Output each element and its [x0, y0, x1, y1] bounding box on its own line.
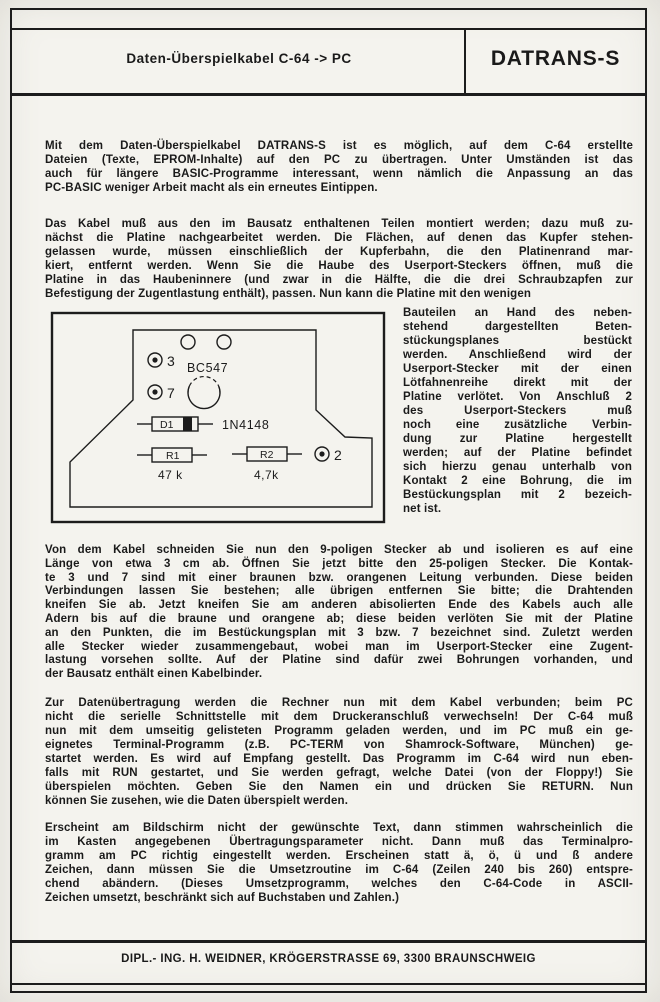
text-line: te 3 und 7 sind mit einer braunen bzw. orangenen Leitung verbunden. Diese beiden: [45, 571, 633, 584]
text-line: im Kasten angegebenen Übertragungsparameter nicht. Dann muß das Terminalpro-: [45, 836, 633, 848]
text-line: falls mit RUN gestartet, und Sie werden gefragt, welche Datei (von der Floppy!) Sie: [45, 767, 633, 779]
text-line: an den Punkten, die im Bestückungsplan mit 3 bzw. 7 bezeichnet sind. Zuletzt werden: [45, 626, 633, 639]
text-line: Platine in das Haubeninnere (und zwar in die Hälfte, die die drei Schraubzapfen zur: [45, 274, 633, 286]
text-line: nun mit dem umseitig gelisteten Programm geladen werden, und im PC muß ein ge-: [45, 725, 633, 737]
r1-label: R1: [166, 450, 180, 462]
text-line: werden. Anschließend wird der: [403, 349, 632, 361]
paragraph-troubleshooting: [45, 821, 633, 905]
r2-value: 4,7k: [254, 468, 279, 482]
footer-bottom-rule: [10, 983, 647, 985]
text-line: Userport-Stecker mit der einen: [403, 363, 632, 375]
text-line: Bauteilen an Hand des neben-: [403, 307, 632, 319]
text-line: lastung vorsehen sollte. Auf der Platine sind dafür zwei Bohrungen vorhanden, und: [45, 654, 633, 667]
text-line: gelassen wurde, müssen einschließlich der Kupferbahn, die den Platinenrand mar-: [45, 246, 633, 258]
pcb-outline: [70, 330, 372, 507]
text-line: Zeichen umsetzt, beschränkt sich auf Buchstaben und Zahlen.): [45, 892, 400, 904]
document-title: Daten-Überspielkabel C-64 -> PC: [126, 51, 352, 66]
text-line: stehend dargestellten Beten-: [403, 321, 632, 333]
pad-7-label: 7: [167, 385, 175, 401]
r1-value: 47 k: [158, 468, 183, 482]
mounting-hole-left: [181, 335, 195, 349]
pad-7-dot: [152, 389, 157, 394]
text-line: startet werden. Es wird auf Empfang gestellt. Das Programm im C-64 wird nun eben-: [45, 753, 633, 765]
text-line: PC-BASIC weniger Arbeit macht als ein erneutes Eintippen.: [45, 182, 378, 194]
text-line: kneifen Sie ab. Jetzt kneifen Sie am anderen abisolierten Ende des Kabels auch alle: [45, 599, 633, 612]
pad-2-label: 2: [334, 447, 342, 463]
text-line: gramm am PC richtig eingestellt werden. Erscheinen statt ä, ö, ü und ß andere: [45, 850, 633, 862]
paragraph-side-column: [403, 306, 632, 516]
text-line: Verbindungen lassen Sie bestehen; alle übrigen entfernen Sie bitte; die Drahtenden: [45, 585, 633, 598]
text-line: der Bausatz enthält einen Kabelbinder.: [45, 668, 263, 681]
paragraph-transfer: [45, 696, 633, 808]
text-line: kiert, entfernt werden. Wenn Sie die Haube des Userport-Steckers öffnen, muß die: [45, 260, 633, 272]
text-line: alle Stecker wieder zusammengebaut, wobei man im Userport-Stecker eine Zugent-: [45, 640, 633, 653]
text-line: Von dem Kabel schneiden Sie nun den 9-poligen Stecker ab und isolieren es auf eine: [45, 544, 633, 556]
diode-cathode-band: [183, 417, 192, 431]
mounting-hole-right: [217, 335, 231, 349]
text-line: Mit dem Daten-Überspielkabel DATRANS-S ist es möglich, auf dem C-64 erstellte: [45, 140, 633, 152]
paragraph-cable: [45, 544, 633, 682]
text-line: Lötfahnenreihe direkt mit der: [403, 377, 632, 389]
text-line: net ist.: [403, 503, 442, 515]
text-line: des Userport-Steckers muß: [403, 405, 632, 417]
footer-top-rule: [10, 940, 647, 943]
footer-address: DIPL.- ING. H. WEIDNER, KRÖGERSTRASSE 69, 3300 BRAUNSCHWEIG: [121, 953, 536, 965]
text-line: werden; auf der Platine befindet: [403, 447, 632, 459]
paragraph-assembly: [45, 217, 633, 301]
text-line: sich hierzu genau unterhalb von: [403, 461, 632, 473]
text-line: chend abändern. (Dieses Umsetzprogramm, welches den C-64-Code in ASCII-: [45, 878, 633, 890]
pad-3-dot: [152, 357, 157, 362]
component-placement-diagram: [50, 311, 386, 524]
transistor-body: [188, 386, 220, 409]
text-line: Dateien (Texte, EPROM-Inhalte) auf den PC zu übertragen. Unter Umständen ist das: [45, 154, 633, 166]
text-line: Kontakt 2 eine Bohrung, die im: [403, 475, 632, 487]
diode-type-label: 1N4148: [222, 418, 270, 432]
text-line: Das Kabel muß aus den im Bausatz enthaltenen Teilen montiert werden; dazu muß zu-: [45, 218, 633, 230]
text-line: nächst die Platine nachgearbeitet werden. Die Flächen, auf denen das Kupfer stehen-: [45, 232, 633, 244]
r2-label: R2: [260, 449, 274, 461]
text-line: dung zur Platine hergestellt: [403, 433, 632, 445]
text-line: Adern bis auf die braune und orangene ab; diese beiden verlöten Sie mit der Platine: [45, 612, 633, 625]
text-line: stückungsplanes bestückt: [403, 335, 632, 347]
text-line: können Sie zusehen, wie die Daten überspielt werden.: [45, 795, 349, 807]
product-name: DATRANS-S: [490, 47, 621, 70]
diode-label: D1: [160, 419, 174, 431]
text-line: Zur Datenübertragung werden die Rechner nun mit dem Kabel verbunden; beim PC: [45, 697, 633, 709]
text-line: Platine verlötet. Von Anschluß 2: [403, 391, 632, 403]
transistor-flat-side: [189, 377, 218, 386]
text-line: nicht die serielle Schnittstelle mit dem Druckeranschluß verwechseln! Der C-64 muß: [45, 711, 633, 723]
pad-3-label: 3: [167, 353, 175, 369]
text-line: Bestückungsplan mit 2 bezeich-: [403, 489, 632, 501]
text-line: Länge von etwa 3 cm ab. Öffnen Sie jetzt bitte den 25-poligen Stecker. Die Kontak-: [45, 557, 633, 570]
text-line: noch eine zusätzliche Verbin-: [403, 419, 632, 431]
text-line: überspielen möchten. Geben Sie den Namen ein und drücken Sie RETURN. Nun: [45, 781, 633, 793]
pad-2-dot: [319, 451, 324, 456]
text-line: Befestigung der Zugentlastung enthält), passen. Nun kann die Platine mit den wenigen: [45, 288, 532, 300]
text-line: eignetes Terminal-Programm (z.B. PC-TERM von Shamrock-Software, München) ge-: [45, 739, 633, 751]
header-top-rule: [10, 28, 647, 30]
header-bottom-rule: [10, 93, 647, 96]
paragraph-intro: [45, 139, 633, 195]
text-line: Zeichen, dann müssen Sie die Umsetzroutine im C-64 (Zeilen 240 bis 260) entspre-: [45, 864, 633, 876]
transistor-label: BC547: [187, 361, 229, 375]
text-line: auch für längere BASIC-Programme interessant, wenn nämlich die Anpassung an das: [45, 168, 633, 180]
text-line: Erscheint am Bildschirm nicht der gewünschte Text, dann stimmen wahrscheinlich die: [45, 822, 633, 834]
